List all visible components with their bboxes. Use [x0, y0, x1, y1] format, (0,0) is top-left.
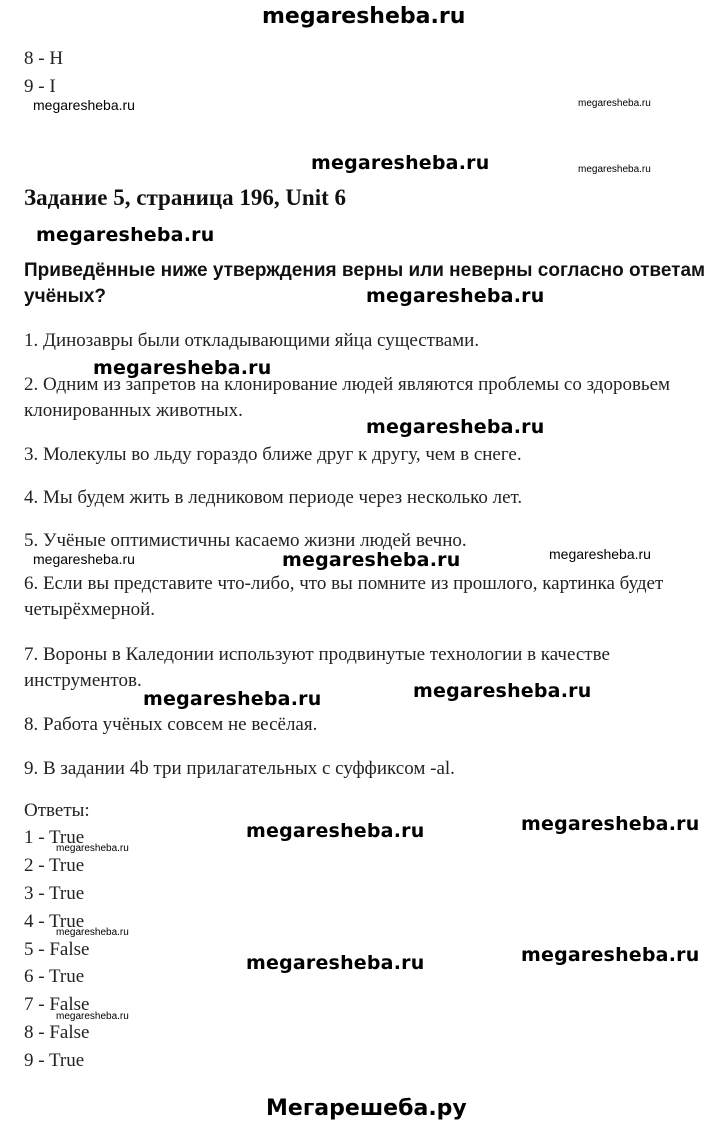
- watermark: megaresheba.ru: [56, 927, 129, 938]
- task-question: Приведённые ниже утверждения верны или неверны согласно ответам учёных?: [24, 260, 706, 307]
- statement: 6. Если вы представите что-либо, что вы помните из прошлого, картинка будет четырёхмерной.: [24, 573, 664, 620]
- watermark: megaresheba.ru: [33, 97, 135, 113]
- watermark: megaresheba.ru: [246, 952, 425, 974]
- watermark: megaresheba.ru: [36, 224, 215, 246]
- statement: 1. Динозавры были откладывающими яйца существами.: [24, 330, 480, 351]
- watermark: megaresheba.ru: [33, 551, 135, 567]
- answer-line: 8 - False: [24, 1022, 90, 1043]
- answer-line: 5 - False: [24, 939, 90, 960]
- watermark: megaresheba.ru: [521, 944, 700, 966]
- watermark: megaresheba.ru: [311, 152, 490, 174]
- answer-line: 6 - True: [24, 966, 85, 987]
- watermark: megaresheba.ru: [578, 164, 651, 175]
- prev-answer-line: 9 - I: [24, 76, 56, 97]
- watermark: megaresheba.ru: [143, 688, 322, 710]
- statement: 7. Вороны в Каледонии используют продвинутые технологии в качестве инструментов.: [24, 644, 610, 691]
- statement: 2. Одним из запретов на клонирование людей являются проблемы со здоровьем клонированных животных.: [24, 374, 671, 421]
- watermark: megaresheba.ru: [56, 843, 129, 854]
- watermark: megaresheba.ru: [521, 813, 700, 835]
- prev-answer-line: 8 - H: [24, 48, 64, 69]
- watermark: megaresheba.ru: [413, 680, 592, 702]
- watermark: megaresheba.ru: [366, 416, 545, 438]
- statement: 8. Работа учёных совсем не весёлая.: [24, 714, 318, 735]
- watermark: megaresheba.ru: [56, 1011, 129, 1022]
- answer-line: 7 - False: [24, 994, 90, 1015]
- watermark: megaresheba.ru: [549, 546, 651, 562]
- answer-line: 9 - True: [24, 1050, 85, 1071]
- statement: 4. Мы будем жить в ледниковом периоде через несколько лет.: [24, 487, 523, 508]
- answer-line: 2 - True: [24, 855, 85, 876]
- site-footer[interactable]: Мегарешеба.ру: [266, 1096, 467, 1121]
- task-heading: Задание 5, страница 196, Unit 6: [24, 185, 347, 210]
- statement: 9. В задании 4b три прилагательных с суффиксом -al.: [24, 758, 455, 779]
- watermark: megaresheba.ru: [246, 820, 425, 842]
- watermark: megaresheba.ru: [93, 357, 272, 379]
- answer-line: 3 - True: [24, 883, 85, 904]
- watermark: megaresheba.ru: [282, 549, 461, 571]
- answer-line: 1 - True: [24, 827, 85, 848]
- answers-label: Ответы:: [24, 800, 90, 821]
- statement: 3. Молекулы во льду гораздо ближе друг к другу, чем в снеге.: [24, 444, 522, 465]
- answer-line: 4 - True: [24, 911, 85, 932]
- statement: 5. Учёные оптимистичны касаемо жизни людей вечно.: [24, 530, 467, 551]
- watermark: megaresheba.ru: [366, 285, 545, 307]
- site-header[interactable]: megaresheba.ru: [262, 4, 466, 29]
- watermark: megaresheba.ru: [578, 98, 651, 109]
